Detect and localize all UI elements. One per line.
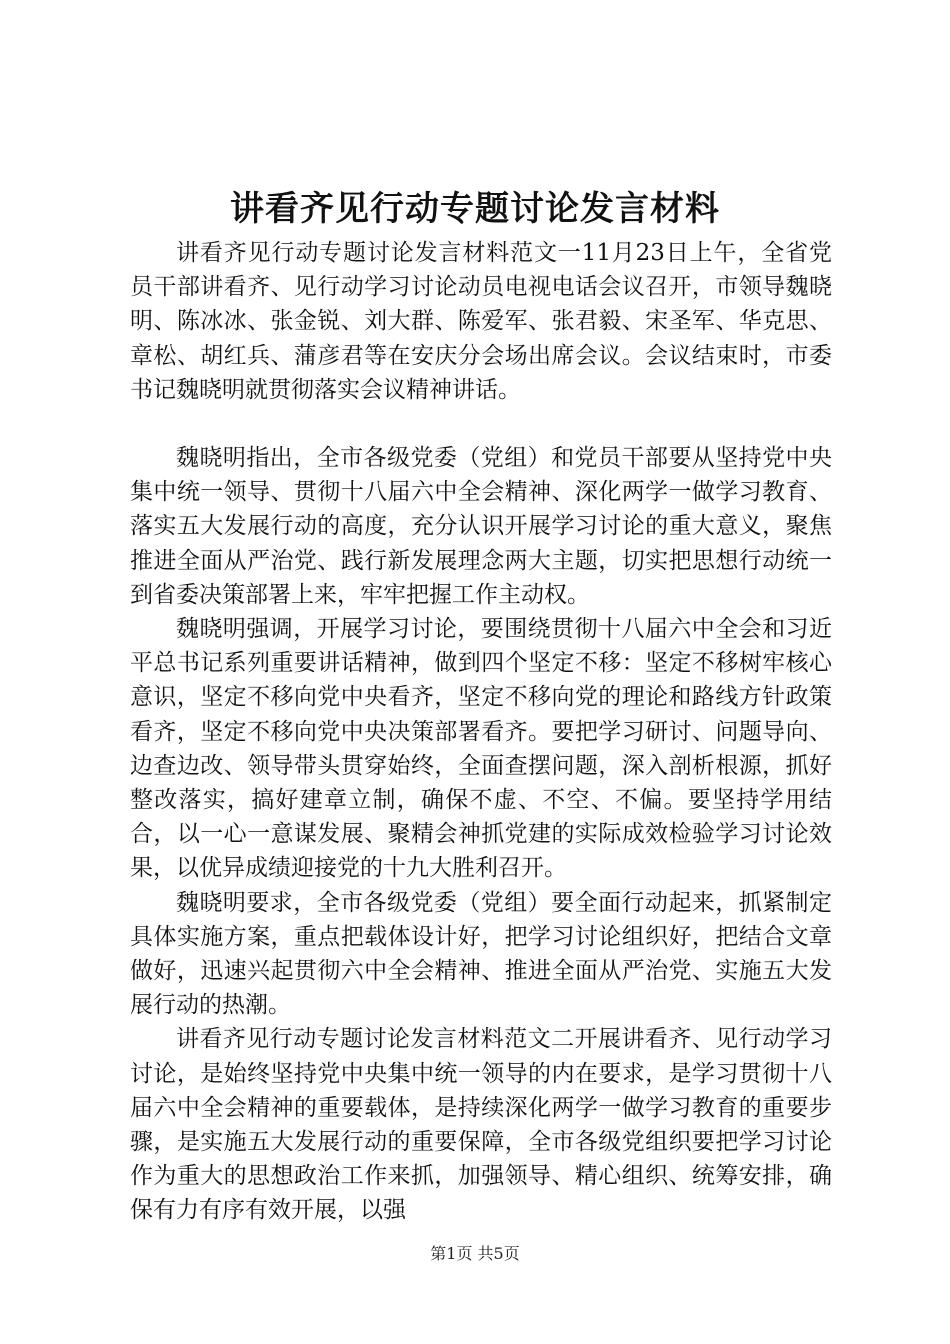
paragraph-3: 魏晓明强调，开展学习讨论，要围绕贯彻十八届六中全会和习近平总书记系列重要讲话精神，做到四个坚定不移：坚定不移树牢核心意识，坚定不移向党中央看齐，坚定不移向党的理论和路线方针政策看齐，坚定不移向党中央决策部署看齐。要把学习研讨、问题导向、边查边改、领导带头贯穿始终，全面查摆问题，深入剖析根源，抓好整改落实，搞好建章立制，确保不虚、不空、不偏。要坚持学用结合，以一心一意谋发展、聚精会神抓党建的实际成效检验学习讨论效果，以优异成绩迎接党的十九大胜利召开。 bbox=[130, 616, 832, 882]
paragraph-4: 魏晓明要求，全市各级党委（党组）要全面行动起来，抓紧制定具体实施方案，重点把载体设计好，把学习讨论组织好，把结合文章做好，迅速兴起贯彻六中全会精神、推进全面从严治党、实施五大发展行动的热潮。 bbox=[130, 889, 832, 1019]
document-body bbox=[130, 236, 832, 1228]
paragraph-2: 魏晓明指出，全市各级党委（党组）和党员干部要从坚持党中央集中统一领导、贯彻十八届六中全会精神、深化两学一做学习教育、落实五大发展行动的高度，充分认识开展学习讨论的重大意义，聚焦推进全面从严治党、践行新发展理念两大主题，切实把思想行动统一到省委决策部署上来，牢牢把握工作主动权。 bbox=[130, 445, 832, 608]
page-number-footer: 第1页 共5页 bbox=[430, 1244, 520, 1263]
paragraph-5: 讲看齐见行动专题讨论发言材料范文二开展讲看齐、见行动学习讨论，是始终坚持党中央集中统一领导的内在要求，是学习贯彻十八届六中全会精神的重要载体，是持续深化两学一做学习教育的重要步骤，是实施五大发展行动的重要保障，全市各级党组织要把学习讨论作为重大的思想政治工作来抓，加强领导、精心组织、统筹安排，确保有力有序有效开展，以强 bbox=[130, 1026, 832, 1224]
paragraph-1: 讲看齐见行动专题讨论发言材料范文一11月23日上午，全省党员干部讲看齐、见行动学习讨论动员电视电话会议召开，市领导魏晓明、陈冰冰、张金锐、刘大群、陈爱军、张君毅、宋圣军、华克思、章松、胡红兵、蒲彦君等在安庆分会场出席会议。会议结束时，市委书记魏晓明就贯彻落实会议精神讲话。 bbox=[130, 240, 832, 403]
document-title: 讲看齐见行动专题讨论发言材料 bbox=[230, 189, 720, 229]
